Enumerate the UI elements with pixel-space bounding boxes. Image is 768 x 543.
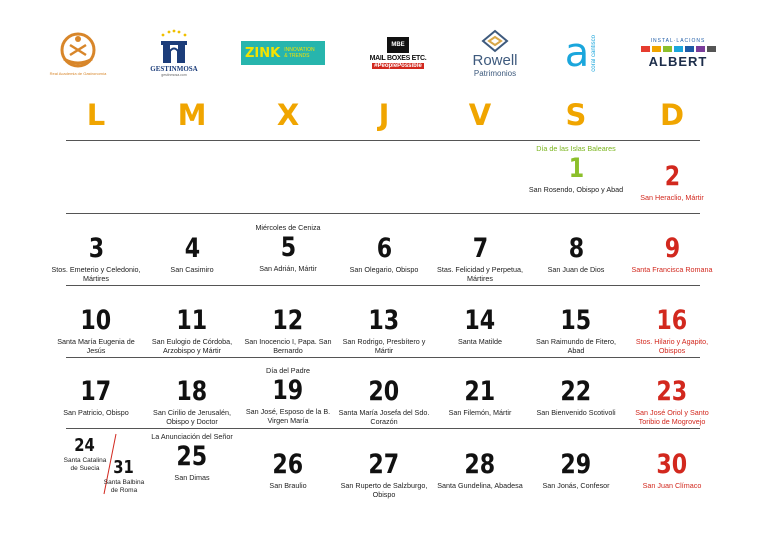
day-cell[interactable] [432, 450, 528, 490]
saint-name: San Braulio [269, 481, 307, 490]
day-number: 14 [464, 305, 496, 336]
day-number: 13 [368, 305, 400, 336]
day-number: 9 [664, 233, 680, 264]
day-cell[interactable] [624, 234, 720, 274]
day-cell[interactable] [432, 306, 528, 346]
day-number: 26 [272, 449, 304, 480]
mbe-badge: MBE [387, 37, 409, 53]
saint-name: Santa Gundelina, Abadesa [437, 481, 523, 490]
saint-name: Santa Balbina de Roma [103, 479, 145, 494]
saint-name: San Dimas [174, 473, 210, 482]
day-number: 22 [560, 376, 592, 407]
day-cell[interactable] [144, 234, 240, 274]
zink-sub1: INNOVATION [284, 47, 315, 53]
day-cell[interactable] [336, 306, 432, 355]
day-number: 6 [376, 233, 392, 264]
week-divider [66, 140, 700, 141]
academia-logo-text: Real Academia de Gastronomía [49, 70, 107, 76]
saint-name: San Bienvenido Scotivoli [536, 408, 616, 417]
albert-color-blocks [641, 46, 716, 52]
weekday-mon: L [86, 98, 106, 132]
gestinmosa-logo [142, 22, 206, 84]
saint-name: Stas. Felicidad y Perpetua, Mártires [437, 265, 523, 283]
saint-name: Santa María Eugenia de Jesús [57, 337, 135, 355]
day-cell[interactable] [336, 377, 432, 426]
saint-name: Santa Catalina de Suecia [63, 457, 107, 472]
day-number: 12 [272, 305, 304, 336]
saint-name: San José Oriol y Santo Toribio de Mogrovejo [635, 408, 709, 426]
day-cell[interactable] [624, 377, 720, 426]
day-number: 10 [80, 305, 112, 336]
saint-name: San Eulogio de Córdoba, Arzobispo y Mártir [151, 337, 233, 355]
day-number: 19 [272, 375, 304, 406]
week-divider [66, 213, 700, 214]
saint-name: San Juan de Dios [547, 265, 605, 274]
weekday-sun: D [659, 98, 685, 132]
rowell-name: Rowell [472, 51, 518, 69]
day-number: 24 [74, 435, 96, 456]
saint-name: San Jonás, Confesor [542, 481, 610, 490]
day-cell[interactable] [240, 366, 336, 425]
day-cell[interactable] [528, 306, 624, 355]
day-cell[interactable] [144, 377, 240, 426]
rowell-sub: Patrimonios [473, 68, 517, 78]
day-cell[interactable] [336, 234, 432, 274]
zink-sub2: & TRENDS [284, 53, 310, 59]
day-number: 2 [664, 161, 680, 192]
day-number: 8 [568, 233, 584, 264]
saint-name: San José, Esposo de la B. Virgen María [245, 407, 331, 425]
day-number: 7 [472, 233, 488, 264]
day-number: 27 [368, 449, 400, 480]
day-number: 17 [80, 376, 112, 407]
saint-name: San Ruperto de Salzburgo, Obispo [340, 481, 428, 499]
day-cell[interactable] [144, 306, 240, 355]
week-divider [66, 428, 700, 429]
saint-name: San Olegario, Obispo [349, 265, 419, 274]
week-divider [66, 357, 700, 358]
day-cell[interactable] [240, 450, 336, 490]
day-number: 4 [184, 233, 200, 264]
saint-name: Stos. Hilario y Agapito, Obispos [635, 337, 709, 355]
coral-logo [556, 22, 606, 84]
day-cell[interactable] [528, 234, 624, 274]
event-label: Miércoles de Ceniza [255, 223, 321, 232]
saint-name: Stos. Emeterio y Celedonio, Mártires [51, 265, 141, 283]
day-number: 29 [560, 449, 592, 480]
rowell-diamond-icon [481, 29, 509, 53]
saint-name: San Raimundo de Fitero, Abad [536, 337, 616, 355]
day-cell[interactable] [48, 234, 144, 283]
gestinmosa-name: GESTINMOSA [150, 65, 198, 73]
day-number: 28 [464, 449, 496, 480]
weekday-tue: M [177, 98, 207, 132]
event-label: Día de las Islas Baleares [536, 144, 616, 153]
day-number: 1 [568, 153, 584, 184]
weekday-fri: V [468, 98, 492, 132]
saint-name: San Inocencio I, Papa. San Bernardo [244, 337, 332, 355]
saint-name: San Casimiro [170, 265, 214, 274]
saint-name: San Filemón, Mártir [448, 408, 512, 417]
weekday-sat: S [565, 98, 587, 132]
day-number: 16 [656, 305, 688, 336]
saint-name: Santa María Josefa del Sdo. Corazón [338, 408, 430, 426]
saint-name: Santa Matilde [458, 337, 502, 346]
day-cell[interactable] [432, 234, 528, 283]
day-number: 23 [656, 376, 688, 407]
day-number: 3 [88, 233, 104, 264]
gestinmosa-sub: gestinmosa.com [161, 73, 187, 77]
day-cell-split-31[interactable] [100, 458, 148, 495]
weekday-header [48, 98, 720, 138]
day-cell[interactable] [240, 306, 336, 355]
day-cell[interactable] [48, 306, 144, 355]
mbe-logo [360, 22, 436, 84]
day-cell[interactable] [624, 450, 720, 490]
albert-top: INSTAL·LACIONS [650, 37, 706, 44]
day-cell[interactable] [240, 223, 336, 273]
saint-name: San Rodrigo, Presbítero y Mártir [342, 337, 426, 355]
day-number: 18 [176, 376, 208, 407]
academia-logo [48, 22, 108, 84]
day-number: 5 [280, 232, 296, 263]
day-number: 25 [176, 441, 208, 472]
albert-name: ALBERT [648, 53, 708, 69]
day-cell[interactable] [48, 377, 144, 417]
day-number: 30 [656, 449, 688, 480]
day-number: 20 [368, 376, 400, 407]
weekday-thu: J [378, 98, 390, 132]
saint-name: San Patricio, Obispo [63, 408, 129, 417]
weekday-wed: X [276, 98, 300, 132]
saint-name: San Cirilio de Jerusalén, Obispo y Doctor [153, 408, 231, 426]
saint-name: San Heraclio, Mártir [640, 193, 704, 202]
day-cell[interactable] [144, 432, 240, 482]
albert-logo [636, 22, 720, 84]
saint-name: Santa Francisca Romana [631, 265, 713, 274]
rowell-logo [458, 22, 532, 84]
day-number: 31 [113, 457, 135, 478]
arch-icon [153, 29, 195, 65]
day-cell[interactable] [528, 377, 624, 417]
day-number: 21 [464, 376, 496, 407]
day-cell[interactable] [528, 144, 624, 194]
laurel-crest-icon [56, 31, 100, 71]
day-cell[interactable] [336, 450, 432, 499]
coral-name: coral cantisco [591, 34, 598, 72]
week-divider [66, 285, 700, 286]
event-label: La Anunciación del Señor [151, 432, 233, 441]
zink-logo [240, 22, 326, 84]
day-cell[interactable] [528, 450, 624, 490]
saint-name: San Juan Clímaco [642, 481, 702, 490]
saint-name: San Adrián, Mártir [259, 264, 317, 273]
coral-letter-icon: a [564, 30, 590, 76]
saint-name: San Rosendo, Obispo y Abad [528, 185, 624, 194]
event-label: Día del Padre [266, 366, 310, 375]
mbe-tag: #PeoplePossible [374, 63, 422, 69]
zink-main: ZINK [245, 45, 281, 61]
day-cell[interactable] [432, 377, 528, 417]
mbe-name: MAIL BOXES ETC. [369, 55, 427, 62]
day-cell[interactable] [624, 162, 720, 202]
day-cell[interactable] [624, 306, 720, 355]
day-number: 11 [176, 305, 208, 336]
day-number: 15 [560, 305, 592, 336]
sponsor-logos [0, 22, 768, 84]
